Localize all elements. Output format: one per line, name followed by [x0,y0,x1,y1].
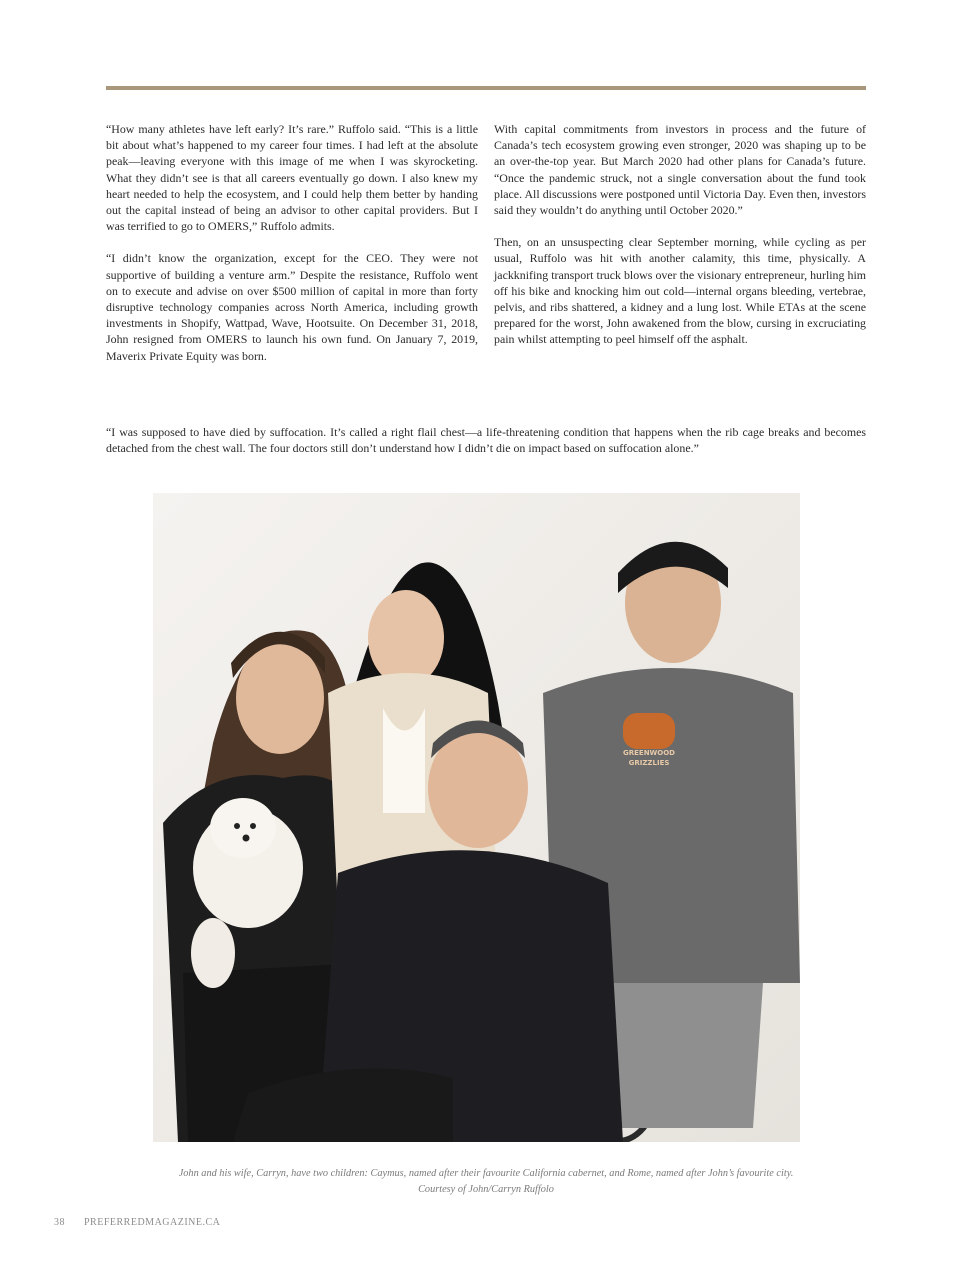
article-left-column [106,121,478,380]
top-divider-rule [106,86,866,90]
article-right-column [494,121,866,364]
paragraph: Then, on an unsuspecting clear September morning, while cycling as per usual, Ruffolo was hit with another calamity, this time, physically. A jackknifing transport truck blows over the visionary entrepreneur, hurling him off his bike and knocking him out cold—internal organs bleeding, vertebrae, pelvis, and ribs shattered, a kidney and a lung lost. While ETAs at the scene prepared for the worst, John awakened from the blow, cursing in excruciating pain whilst attempting to peel himself off the asphalt. [494,235,866,347]
page-number: 38 [54,1217,65,1228]
shirt-logo-line2: GRIZZLIES [628,759,670,767]
page-footer [54,1217,220,1228]
site-name: PREFERREDMAGAZINE.CA [84,1217,221,1228]
paragraph: “I didn’t know the organization, except for the CEO. They were not supportive of building a venture arm.” Despite the resistance, Ruffolo went on to execute and advise on over $500 million of capital in more than forty disruptive technology companies across North America, including growth investments in Shopify, Wattpad, Wave, Hootsuite. On December 31, 2018, John resigned from OMERS to launch his own fund. On January 7, 2019, Maverix Private Equity was born. [106,251,478,363]
shirt-logo-line1: GREENWOOD [623,749,675,757]
paragraph: With capital commitments from investors in process and the future of Canada’s tech ecosystem growing even stronger, 2020 was shaping up to be an over-the-top year. But March 2020 had other plans for Canada’s future. “Once the pandemic struck, not a single conversation about the fund took place. All discussions were postponed until Victoria Day. Even then, investors said they wouldn’t do anything until October 2020.” [494,122,866,218]
paragraph: “How many athletes have left early? It’s rare.” Ruffolo said. “This is a little bit about what’s happened to my career four times. I had left at the absolute peak—leaving everyone with this image of me when I was skyrocketing. What they didn’t see is that all careers eventually go down. I also knew my heart needed to help the ecosystem, and I could help them better by handing out the capital instead of being an advisor to other capital providers. But I was terrified to go to OMERS,” Ruffolo admits. [106,122,478,234]
photo-caption [106,1166,866,1198]
pull-quote: “I was supposed to have died by suffocation. It’s called a right flail chest—a life-threatening condition that happens when the rib cage breaks and becomes detached from the chest wall. The four doctors still don’t understand how I didn’t die on impact based on suffocation alone.” [106,425,866,456]
family-photo [153,493,800,1142]
caption-credit: Courtesy of John/Carryn Ruffolo [418,1184,554,1195]
caption-text: John and his wife, Carryn, have two children: Caymus, named after their favourite California cabernet, and Rome, named after John’s favourite city. [178,1168,794,1179]
